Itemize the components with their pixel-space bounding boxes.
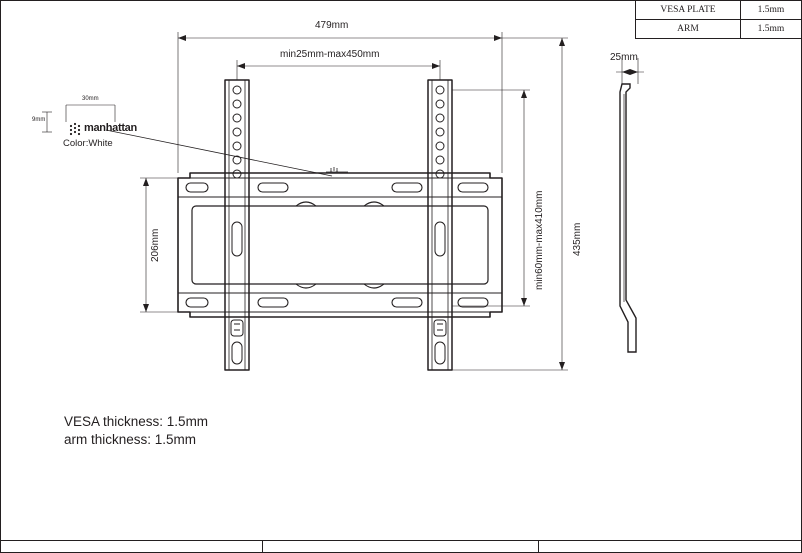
note-vesa-thickness: VESA thickness: 1.5mm [64, 414, 209, 429]
plate-center-cutout [192, 206, 488, 284]
right-arm-hole-5 [436, 142, 444, 150]
left-arm-slot-lower [232, 342, 242, 364]
brand-logo-mark [70, 123, 80, 135]
left-arm-hole-5 [233, 142, 241, 150]
right-arm-hole-3 [436, 114, 444, 122]
right-arm-lock-body [434, 320, 446, 336]
title-block-value-arm: 1.5mm [741, 20, 802, 39]
right-arm-hole-2 [436, 100, 444, 108]
left-arm-lock-detail [234, 324, 240, 330]
brand-logo-text: manhattan [84, 122, 137, 134]
title-block-label-vesa: VESA PLATE [636, 1, 741, 20]
right-arm-hole-7 [436, 170, 444, 178]
arrow-479-right [494, 35, 502, 41]
slot-top-2 [258, 183, 288, 192]
right-arm-hole-4 [436, 128, 444, 136]
mount-plate-outline [178, 173, 502, 317]
slot-bottom-4 [458, 298, 488, 307]
arrow-435-top [559, 38, 565, 46]
left-arm-hole-2 [233, 100, 241, 108]
side-view-profile [620, 84, 636, 352]
arrow-sloth-top [521, 90, 527, 98]
arrow-206-bottom [143, 304, 149, 312]
front-view-group [178, 80, 502, 370]
left-arm-lock-body [231, 320, 243, 336]
slot-bottom-1 [186, 298, 208, 307]
right-arm-slot-lower [435, 342, 445, 364]
note-arm-thickness: arm thickness: 1.5mm [64, 432, 197, 447]
dim-label-overall-height: 435mm [572, 222, 583, 256]
slot-top-1 [186, 183, 208, 192]
slot-top-4 [458, 183, 488, 192]
dim-label-logo-height: 9mm [32, 117, 46, 123]
left-arm-hole-1 [233, 86, 241, 94]
slot-top-3 [392, 183, 422, 192]
left-arm-hole-4 [233, 128, 241, 136]
right-arm-lock-detail [437, 324, 443, 330]
left-arm-hole-7 [233, 170, 241, 178]
cutout-bottom-notch-left [296, 284, 316, 288]
right-arm-hole-1 [436, 86, 444, 94]
plate-brand-logo [330, 167, 337, 171]
arrow-slotw-left [237, 63, 245, 69]
title-block-label-arm: ARM [636, 20, 741, 39]
dim-label-slot-range-vertical: min60mm-max410mm [534, 190, 545, 290]
left-arm-slot-mid [232, 222, 242, 256]
dim-label-slot-range-horizontal: min25mm-max450mm [280, 49, 380, 60]
logo-leader-line [106, 130, 332, 176]
arrow-slotw-right [432, 63, 440, 69]
arrow-435-bottom [559, 362, 565, 370]
cutout-bottom-notch-right [364, 284, 384, 288]
right-arm-slot-mid [435, 222, 445, 256]
arrow-side-left [622, 69, 630, 75]
slot-bottom-3 [392, 298, 422, 307]
arrow-206-top [143, 178, 149, 186]
arrow-sloth-bottom [521, 298, 527, 306]
dim-label-plate-height: 206mm [150, 228, 161, 262]
dim-label-logo-width: 30mm [82, 96, 99, 102]
slot-bottom-2 [258, 298, 288, 307]
left-arm-hole-3 [233, 114, 241, 122]
logo-leader-group [106, 130, 332, 176]
dimension-arrowheads-group [143, 35, 638, 370]
dimension-lines-group [42, 32, 568, 370]
dim-label-overall-width: 479mm [315, 20, 349, 31]
arrow-479-left [178, 35, 186, 41]
right-arm-hole-6 [436, 156, 444, 164]
side-view-group [620, 84, 636, 352]
color-note: Color:White [63, 138, 113, 149]
title-block-value-vesa: 1.5mm [741, 1, 802, 20]
dim-label-side-thickness: 25mm [610, 52, 638, 63]
arrow-side-right [630, 69, 638, 75]
